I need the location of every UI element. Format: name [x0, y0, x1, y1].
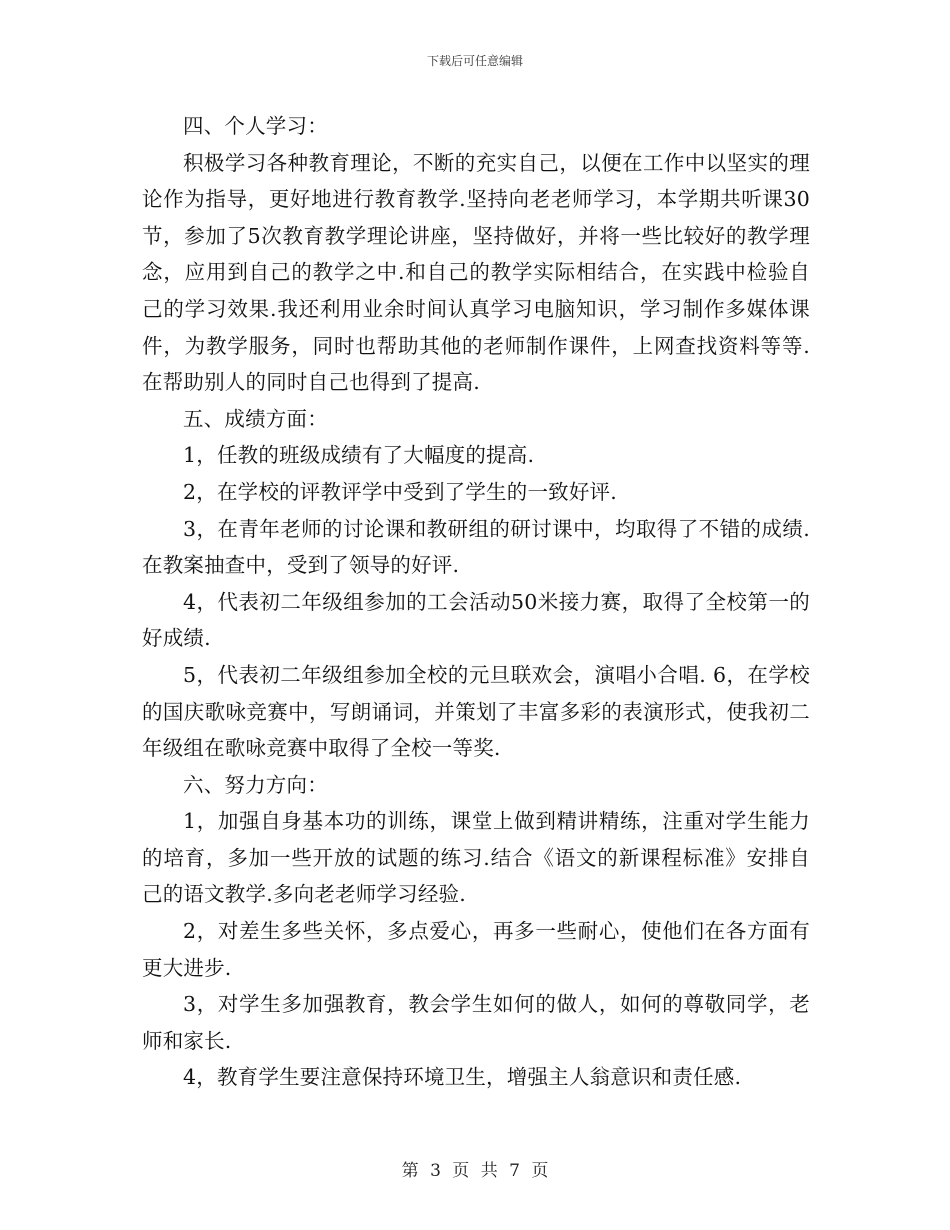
page-number-footer: 第 3 页 共 7 页 — [401, 1161, 549, 1181]
achievement-item-1: 1，任教的班级成绩有了大幅度的提高. — [183, 443, 535, 468]
section-heading-achievements: 五、成绩方面： — [183, 406, 328, 431]
section-heading-personal-study: 四、个人学习： — [183, 114, 328, 138]
direction-item-4: 4，教育学生要注意保持环境卫生，增强主人翁意识和责任感. — [183, 1065, 742, 1090]
direction-item-2: 2，对差生多些关怀，多点爱心，再多一些耐心，使他们在各方面有更大进步. — [142, 919, 810, 980]
direction-item-3: 3，对学生多加强教育，教会学生如何的做人，如何的尊敬同学，老师和家长. — [142, 992, 810, 1053]
direction-item-1: 1，加强自身基本功的训练，课堂上做到精讲精练，注重对学生能力的培育，多加一些开放的试题的练习.结合《语文的新课程标准》安排自己的语文教学.多向老老师学习经验. — [142, 809, 810, 907]
achievement-item-2: 2，在学校的评教评学中受到了学生的一致好评. — [183, 479, 617, 504]
achievement-item-4: 4，代表初二年级组参加的工会活动50米接力赛，取得了全校第一的好成绩. — [142, 589, 810, 651]
achievement-item-5: 5，代表初二年级组参加全校的元旦联欢会，演唱小合唱. 6，在学校的国庆歌咏竞赛中，写朗诵词，并策划了丰富多彩的表演形式，使我初二年级组在歌咏竞赛中取得了全校一等奖. — [142, 662, 810, 761]
page-header: 下载后可任意编辑 — [426, 54, 523, 68]
achievement-item-3: 3，在青年老师的讨论课和教研组的研讨课中，均取得了不错的成绩.在教案抽查中，受到了领导的好评. — [142, 516, 810, 578]
document-body — [142, 108, 810, 1096]
paragraph-personal-study: 积极学习各种教育理论，不断的充实自己，以便在工作中以坚实的理论作为指导，更好地进行教育教学.坚持向老老师学习，本学期共听课30节，参加了5次教育教学理论讲座，坚持做好，并将一些比较好的教学理念，应用到自己的教学之中.和自己的教学实际相结合，在实践中检验自己的学习效果.我还利用业余时间认真学习电脑知识，学习制作多媒体课件，为教学服务，同时也帮助其他的老师制作课件，上网查找资料等等.在帮助别人的同时自己也得到了提高. — [142, 150, 810, 395]
section-heading-direction: 六、努力方向： — [183, 772, 328, 797]
